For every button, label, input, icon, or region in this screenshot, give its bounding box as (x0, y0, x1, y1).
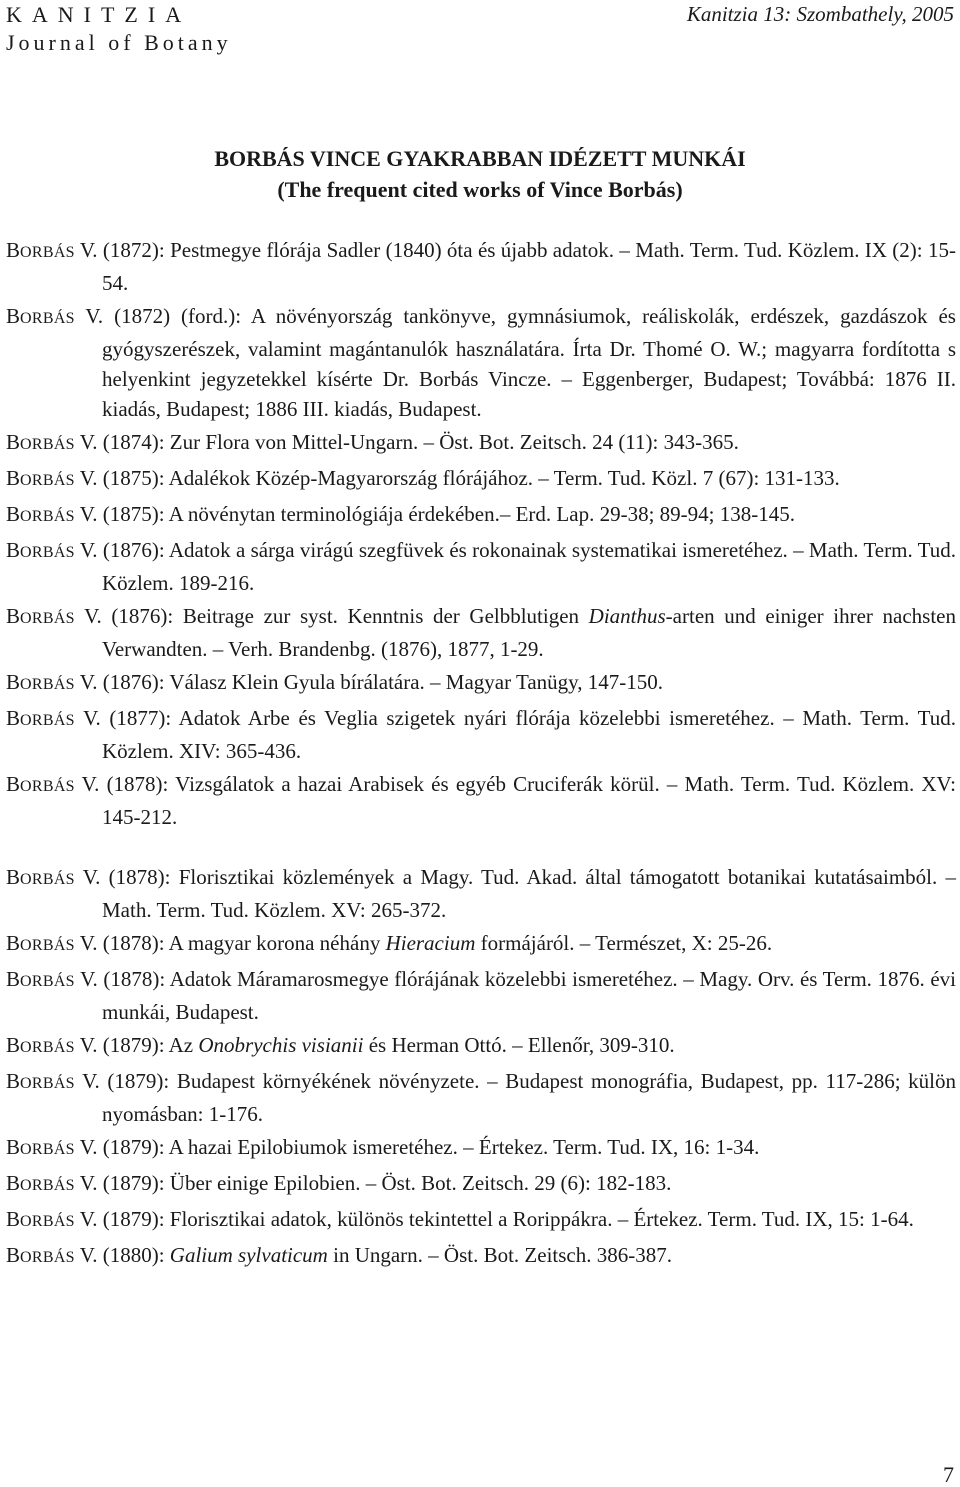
author-name: BORBÁS V. (6, 1243, 98, 1267)
author-name: BORBÁS V. (6, 670, 98, 694)
reference-item (6, 703, 956, 766)
author-name: BORBÁS V. (6, 1069, 100, 1093)
reference-item (6, 1204, 956, 1237)
reference-text: (1878): Vizsgálatok a hazai Arabisek és egyéb Cruciferák körül. – Math. Term. Tud. Közlem. XV: 145-212. (99, 772, 956, 829)
reference-text: (1872): Pestmegye flórája Sadler (1840) óta és újabb adatok. – Math. Term. Tud. Közlem. IX (2): 15-54. (97, 238, 956, 295)
reference-item (6, 769, 956, 832)
title-line-hungarian: BORBÁS VINCE GYAKRABBAN IDÉZETT MUNKÁI (214, 146, 746, 171)
reference-item (6, 1066, 956, 1129)
taxon-name: Onobrychis visianii (198, 1033, 364, 1057)
author-name: BORBÁS V. (6, 238, 98, 262)
taxon-name: Galium sylvaticum (169, 1243, 328, 1267)
author-name: BORBÁS V. (6, 430, 98, 454)
author-name: BORBÁS V. (6, 304, 104, 328)
reference-text: (1876): Válasz Klein Gyula bírálatára. – Magyar Tanügy, 147-150. (97, 670, 664, 694)
reference-item (6, 1030, 956, 1063)
reference-text: (1879): A hazai Epilobiumok ismeretéhez. – Értekez. Term. Tud. IX, 16: 1-34. (97, 1135, 760, 1159)
journal-header (6, 0, 232, 57)
reference-item (6, 601, 956, 664)
reference-item (6, 535, 956, 598)
reference-text: (1879): Über einige Epilobien. – Öst. Bot. Zeitsch. 29 (6): 182-183. (97, 1171, 672, 1195)
author-name: BORBÁS V. (6, 1033, 98, 1057)
reference-text: (1878): Adatok Máramarosmegye flórájának közelebbi ismeretéhez. – Magy. Orv. és Term. 1876. évi munkái, Budapest. (97, 967, 956, 1024)
reference-text: in Ungarn. – Öst. Bot. Zeitsch. 386-387. (327, 1243, 672, 1267)
reference-text: (1876): Adatok a sárga virágú szegfüvek és rokonainak systematikai ismeretéhez. – Math. Term. Tud. Közlem. 189-216. (97, 538, 956, 595)
reference-text: (1878): A magyar korona néhány (97, 931, 386, 955)
taxon-name: Dianthus (588, 604, 666, 628)
reference-item (6, 235, 956, 298)
reference-list (6, 235, 956, 1276)
reference-text: (1875): Adalékok Közép-Magyarország flórájához. – Term. Tud. Közl. 7 (67): 131-133. (97, 466, 840, 490)
reference-text: (1872) (ford.): A növényország tankönyve, gymnásiumok, reáliskolák, erdészek, gazdászok és gyógyszerészek, valamint magántanulók használatára. Írta Dr. Thomé O. W.; magyarra fordította s helyenkint jegyzetekkel kísérte Dr. Borbás Vincze. – Eggenberger, Budapest; Továbbá: 1876 II. kiadás, Budapest; 1886 III. kiadás, Budapest. (102, 304, 956, 421)
reference-text: (1879): Budapest környékének növényzete. – Budapest monográfia, Budapest, pp. 117-286; külön nyomásban: 1-176. (99, 1069, 956, 1126)
author-name: BORBÁS V. (6, 604, 102, 628)
reference-item (6, 1168, 956, 1201)
author-name: BORBÁS V. (6, 1207, 98, 1231)
reference-text: (1874): Zur Flora von Mittel-Ungarn. – Öst. Bot. Zeitsch. 24 (11): 343-365. (97, 430, 739, 454)
reference-text: (1875): A növénytan terminológiája érdekében.– Erd. Lap. 29-38; 89-94; 138-145. (97, 502, 795, 526)
title-line-english: (The frequent cited works of Vince Borbás) (277, 177, 683, 202)
reference-item (6, 928, 956, 961)
reference-item (6, 499, 956, 532)
reference-text: formájáról. – Természet, X: 25-26. (475, 931, 773, 955)
reference-text: -arten und einiger ihrer nachsten Verwandten. – Verh. Brandenbg. (1876), 1877, 1-29. (102, 604, 956, 661)
author-name: BORBÁS V. (6, 466, 98, 490)
journal-subtitle: Journal of Botany (6, 30, 232, 55)
reference-text: és Herman Ottó. – Ellenőr, 309-310. (363, 1033, 675, 1057)
author-name: BORBÁS V. (6, 538, 98, 562)
reference-item (6, 301, 956, 424)
author-name: BORBÁS V. (6, 1135, 98, 1159)
reference-item (6, 964, 956, 1027)
author-name: BORBÁS V. (6, 967, 98, 991)
author-name: BORBÁS V. (6, 865, 101, 889)
journal-name: KANITZIA (6, 2, 192, 27)
reference-text: (1877): Adatok Arbe és Veglia szigetek nyári flórája közelebbi ismeretéhez. – Math. Term. Tud. Közlem. XIV: 365-436. (100, 706, 956, 763)
author-name: BORBÁS V. (6, 706, 101, 730)
reference-text: (1880): (97, 1243, 170, 1267)
reference-item (6, 862, 956, 925)
page-number: 7 (943, 1462, 954, 1487)
author-name: BORBÁS V. (6, 931, 98, 955)
reference-item (6, 1132, 956, 1165)
reference-text: (1879): Az (97, 1033, 199, 1057)
article-title (0, 143, 960, 205)
issue-info: Kanitzia 13: Szombathely, 2005 (686, 2, 954, 26)
reference-item (6, 667, 956, 700)
reference-item (6, 427, 956, 460)
taxon-name: Hieracium (385, 931, 476, 955)
author-name: BORBÁS V. (6, 772, 100, 796)
reference-item (6, 1240, 956, 1273)
reference-text: (1878): Florisztikai közlemények a Magy. Tud. Akad. által támogatott botanikai kutatásaimból. – Math. Term. Tud. Közlem. XV: 265-372. (100, 865, 956, 922)
reference-text: (1879): Florisztikai adatok, különös tekintettel a Rorippákra. – Értekez. Term. Tud. IX, 15: 1-64. (97, 1207, 914, 1231)
reference-item (6, 463, 956, 496)
author-name: BORBÁS V. (6, 1171, 98, 1195)
author-name: BORBÁS V. (6, 502, 98, 526)
reference-text: (1876): Beitrage zur syst. Kenntnis der Gelbblutigen (101, 604, 589, 628)
